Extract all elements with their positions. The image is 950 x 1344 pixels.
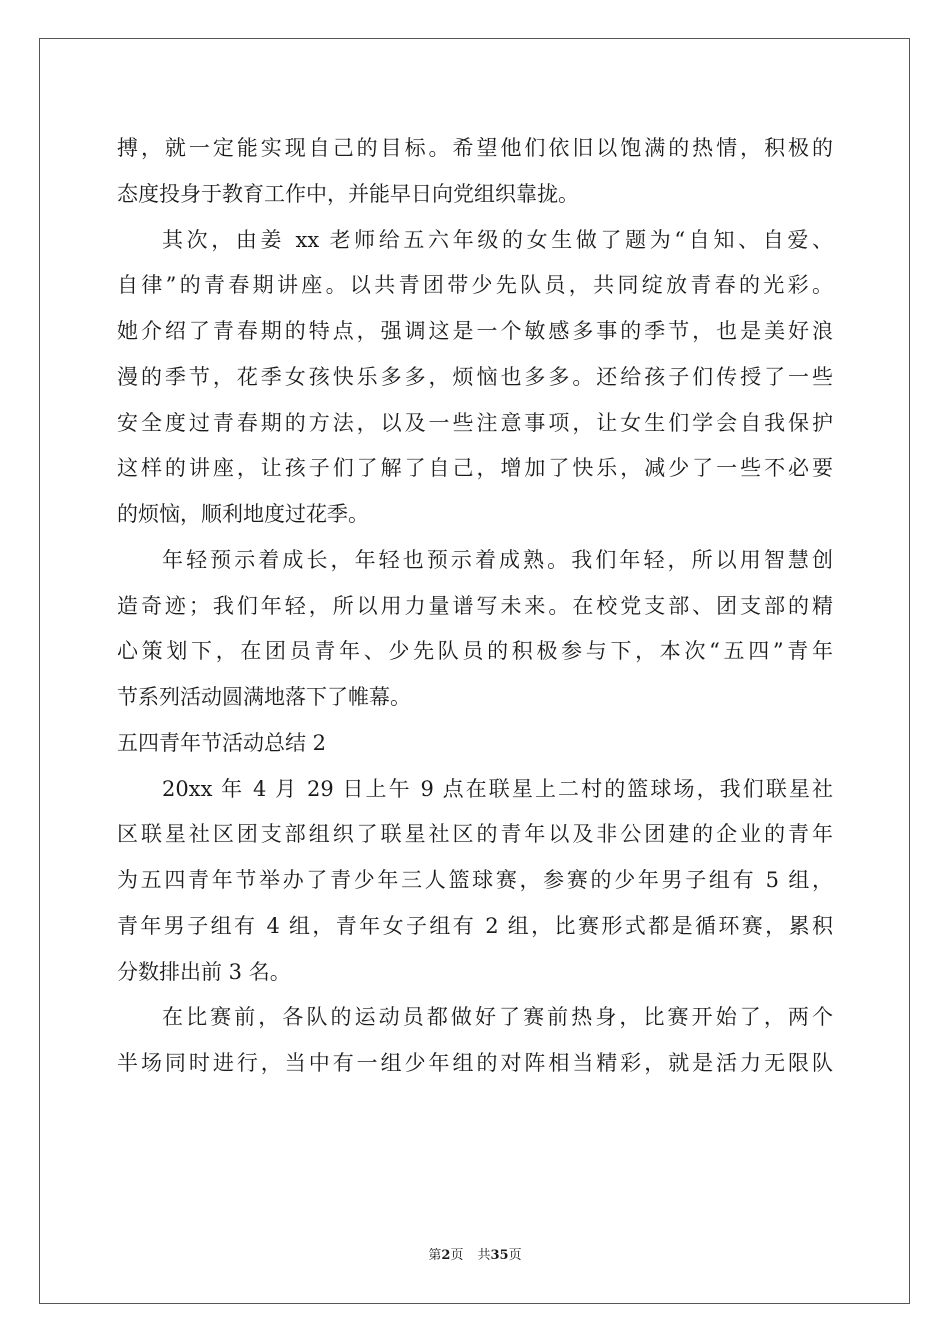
text-line: 的烦恼，顺利地度过花季。 <box>117 502 369 526</box>
total-prefix: 共 <box>477 1248 491 1263</box>
text-line: 为五四青年节举办了青少年三人篮球赛，参赛的少年男子组有 5 组， <box>117 868 833 892</box>
section-heading: 五四青年节活动总结 2 <box>117 730 327 755</box>
page-prefix: 第 <box>428 1248 442 1263</box>
text-line: 漫的季节，花季女孩快乐多多，烦恼也多多。还给孩子们传授了一些 <box>117 364 833 389</box>
text-line: 在比赛前，各队的运动员都做好了赛前热身，比赛开始了，两个 <box>162 1005 833 1030</box>
text-line: 区联星社区团支部组织了联星社区的青年以及非公团建的企业的青年 <box>117 822 833 847</box>
page-current: 2 <box>441 1248 451 1263</box>
text-line: 搏，就一定能实现自己的目标。希望他们依旧以饱满的热情，积极的 <box>117 136 833 160</box>
page-total: 35 <box>490 1248 509 1263</box>
page-footer <box>0 1246 950 1266</box>
text-line: 这样的讲座，让孩子们了解了自己，增加了快乐，减少了一些不必要 <box>117 456 833 481</box>
page-suffix: 页 <box>450 1248 464 1263</box>
text-line: 分数排出前 3 名。 <box>117 959 291 984</box>
text-line: 青年男子组有 4 组，青年女子组有 2 组，比赛形式都是循环赛，累积 <box>117 913 833 938</box>
text-line: 节系列活动圆满地落下了帷幕。 <box>117 685 411 709</box>
document-body <box>117 126 833 1087</box>
text-line: 造奇迹；我们年轻，所以用力量谱写未来。在校党支部、团支部的精 <box>117 593 833 618</box>
text-line: 安全度过青春期的方法，以及一些注意事项，让女生们学会自我保护 <box>117 410 833 435</box>
text-line: 其次，由姜 xx 老师给五六年级的女生做了题为“自知、自爱、 <box>162 227 833 252</box>
text-line: 年轻预示着成长，年轻也预示着成熟。我们年轻，所以用智慧创 <box>162 547 833 572</box>
text-line: 态度投身于教育工作中，并能早日向党组织靠拢。 <box>117 181 579 206</box>
text-line: 她介绍了青春期的特点，强调这是一个敏感多事的季节，也是美好浪 <box>117 319 833 343</box>
text-line: 20xx 年 4 月 29 日上午 9 点在联星上二村的篮球场，我们联星社 <box>162 776 833 801</box>
total-suffix: 页 <box>508 1248 522 1263</box>
text-line: 半场同时进行，当中有一组少年组的对阵相当精彩，就是活力无限队 <box>117 1051 833 1075</box>
text-line: 自律”的青春期讲座。以共青团带少先队员，共同绽放青春的光彩。 <box>117 273 833 298</box>
text-line: 心策划下，在团员青年、少先队员的积极参与下，本次“五四”青年 <box>117 639 833 664</box>
